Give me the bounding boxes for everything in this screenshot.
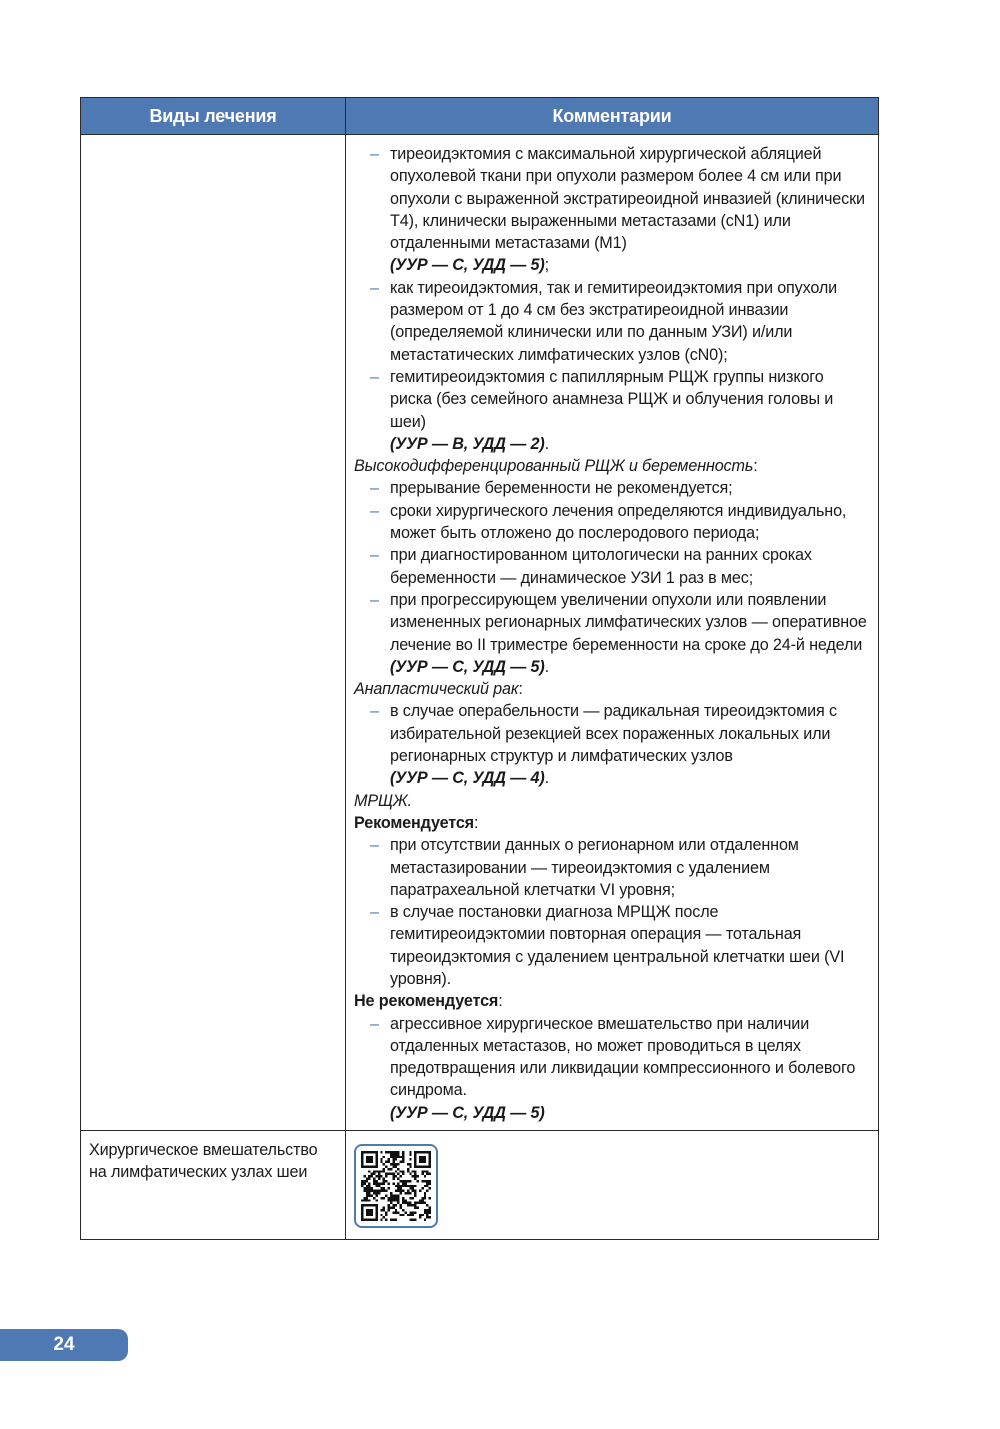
list-item: – как тиреоидэктомия, так и гемитиреоидэктомия при опухоли размером от 1 до 4 см без экстратиреоидной инвазии (определяемой клинически или по данным УЗИ) и/или метастатических лимфатических узлов (cN0); bbox=[354, 277, 868, 366]
line-text: Анапластический рак bbox=[354, 680, 519, 699]
table-row bbox=[81, 135, 878, 1131]
section-heading bbox=[354, 455, 868, 477]
line-text: Не рекомендуется bbox=[354, 992, 499, 1011]
line-punctuation: . bbox=[544, 657, 549, 676]
line-punctuation: . bbox=[544, 434, 549, 453]
section-heading bbox=[354, 790, 868, 812]
line-punctuation: : bbox=[518, 680, 523, 699]
line-punctuation: : bbox=[473, 813, 479, 832]
line-text: (УУР — С, УДД — 5) bbox=[390, 256, 545, 275]
line-text: Высокодифференцированный РЩЖ и беременность bbox=[354, 457, 754, 476]
section-heading bbox=[354, 990, 868, 1012]
evidence-reference bbox=[354, 254, 868, 276]
line-punctuation: : bbox=[753, 457, 758, 476]
line-punctuation: ; bbox=[544, 256, 549, 275]
evidence-reference bbox=[354, 767, 868, 789]
treatment-cell: Хирургическое вмешательство на лимфатических узлах шеи bbox=[81, 1131, 346, 1239]
section-heading bbox=[354, 678, 868, 700]
treatment-table bbox=[80, 97, 879, 1240]
line-text: (УУР — С, УДД — 5) bbox=[390, 1103, 545, 1122]
table-header bbox=[81, 98, 878, 135]
header-treatment-types: Виды лечения bbox=[81, 98, 346, 134]
list-item: – тиреоидэктомия с максимальной хирургической абляцией опухолевой ткани при опухоли размером более 4 см или при опухоли с выраженной экстратиреоидной инвазией (клинически T4), клинически выраженными метастазами (cN1) или отдаленными метастазами (M1) bbox=[354, 143, 868, 254]
evidence-reference bbox=[354, 656, 868, 678]
evidence-reference bbox=[354, 1102, 868, 1124]
list-item: – сроки хирургического лечения определяются индивидуально, может быть отложено до послеродового периода; bbox=[354, 500, 868, 545]
page-number: 24 bbox=[0, 1329, 128, 1361]
line-text: (УУР — В, УДД — 2) bbox=[390, 434, 545, 453]
list-item: – агрессивное хирургическое вмешательство при наличии отдаленных метастазов, но может проводиться в целях предотвращения или ликвидации компрессионного и болевого синдрома. bbox=[354, 1013, 868, 1102]
evidence-reference bbox=[354, 433, 868, 455]
qr-code-icon[interactable] bbox=[354, 1144, 438, 1228]
table-row bbox=[81, 1131, 878, 1239]
line-text: (УУР — С, УДД — 4) bbox=[390, 769, 545, 788]
line-text: (УУР — С, УДД — 5) bbox=[390, 657, 545, 676]
list-item: – при диагностированном цитологически на ранних сроках беременности — динамическое УЗИ 1 раз в мес; bbox=[354, 544, 868, 589]
line-text: Рекомендуется bbox=[354, 813, 474, 832]
list-item: – гемитиреоидэктомия с папиллярным РЩЖ группы низкого риска (без семейного анамнеза РЩЖ и облучения головы и шеи) bbox=[354, 366, 868, 433]
comments-cell bbox=[346, 1131, 878, 1239]
list-item: – при отсутствии данных о регионарном или отдаленном метастазировании — тиреоидэктомия с удалением паратрахеальной клетчатки VI уровня; bbox=[354, 834, 868, 901]
line-punctuation: : bbox=[498, 992, 503, 1011]
header-comments: Комментарии bbox=[552, 105, 672, 126]
line-punctuation: . bbox=[544, 769, 549, 788]
treatment-cell-empty bbox=[81, 135, 346, 1130]
line-text: МРЩЖ. bbox=[354, 791, 412, 810]
section-heading bbox=[354, 812, 868, 834]
list-item: – прерывание беременности не рекомендуется; bbox=[354, 477, 868, 499]
comments-cell bbox=[346, 135, 878, 1130]
list-item: – в случае операбельности — радикальная тиреоидэктомия с избирательной резекцией всех пораженных локальных или регионарных структур и лимфатических узлов bbox=[354, 700, 868, 767]
list-item: – при прогрессирующем увеличении опухоли или появлении измененных регионарных лимфатических узлов — оперативное лечение во II триместре беременности на сроке до 24-й недели bbox=[354, 589, 868, 656]
list-item: – в случае постановки диагноза МРЩЖ после гемитиреоидэктомии повторная операция — тотальная тиреоидэктомия с удалением центральной клетчатки шеи (VI уровня). bbox=[354, 901, 868, 990]
